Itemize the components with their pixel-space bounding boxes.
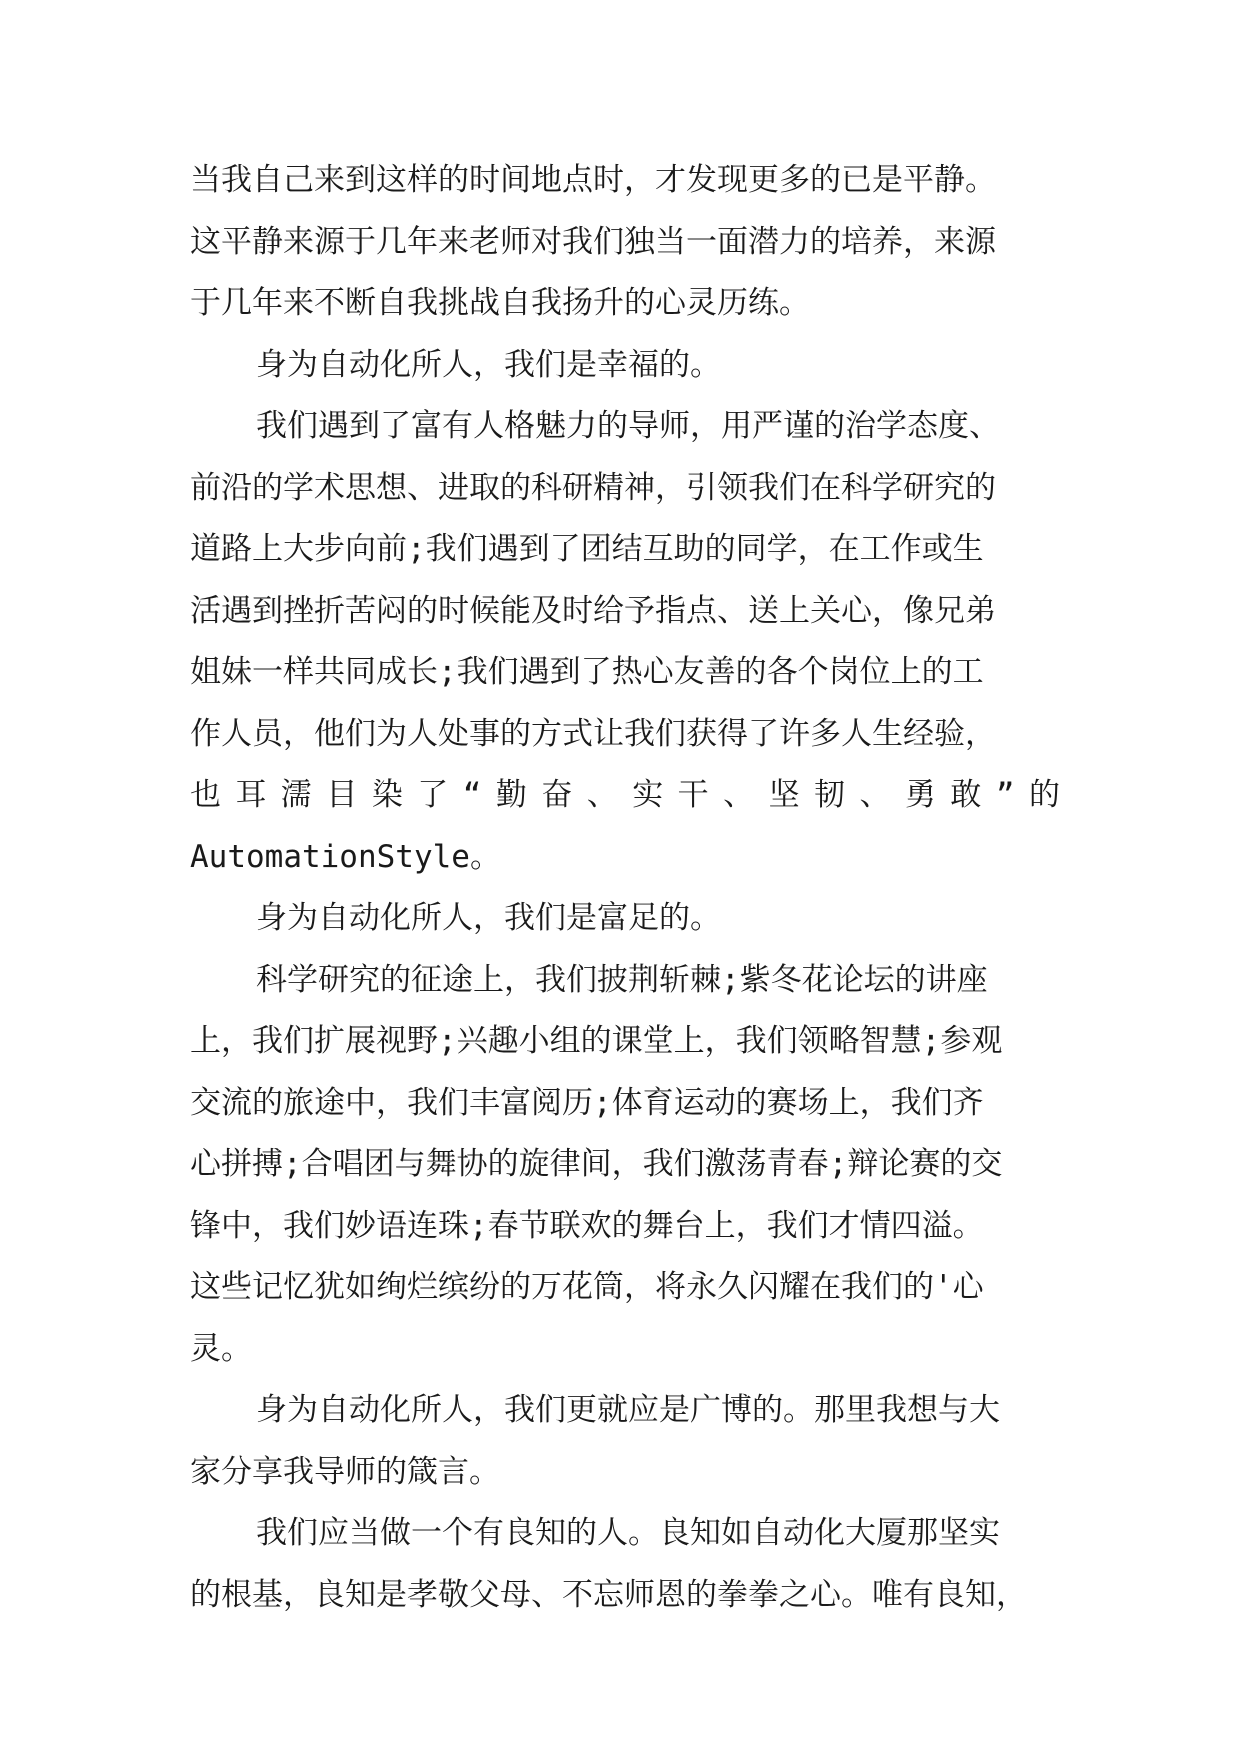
paragraph-heading: 身为自动化所人，我们是幸福的。 bbox=[256, 346, 721, 383]
text-line: 锋中，我们妙语连珠;春节联欢的舞台上，我们才情四溢。 bbox=[190, 1207, 984, 1244]
text-line: 身为自动化所人，我们更就应是广博的。那里我想与大 bbox=[256, 1392, 1000, 1428]
text-line: 姐妹一样共同成长;我们遇到了热心友善的各个岗位上的工 bbox=[190, 654, 984, 690]
paragraph-heading: 身为自动化所人，我们是富足的。 bbox=[256, 900, 721, 936]
text-line: 的根基，良知是孝敬父母、不忘师恩的拳拳之心。唯有良知， bbox=[190, 1576, 1027, 1613]
text-line: 于几年来不断自我挑战自我扬升的心灵历练。 bbox=[190, 285, 810, 321]
text-line: 这平静来源于几年来老师对我们独当一面潜力的培养，来源 bbox=[190, 223, 996, 260]
text-line: 科学研究的征途上，我们披荆斩棘;紫冬花论坛的讲座 bbox=[256, 961, 988, 998]
text-line: 前沿的学术思想、进取的科研精神，引领我们在科学研究的 bbox=[190, 469, 996, 506]
text-line: 作人员，他们为人处事的方式让我们获得了许多人生经验， bbox=[190, 715, 996, 752]
text-line: 交流的旅途中，我们丰富阅历;体育运动的赛场上，我们齐 bbox=[190, 1084, 984, 1121]
text-line: 这些记忆犹如绚烂缤纷的万花筒，将永久闪耀在我们的'心 bbox=[190, 1269, 984, 1305]
text-line: 家分享我导师的箴言。 bbox=[190, 1453, 500, 1490]
text-line: AutomationStyle。 bbox=[190, 838, 501, 875]
text-line: 我们遇到了富有人格魅力的导师，用严谨的治学态度、 bbox=[256, 408, 1000, 444]
text-line: 活遇到挫折苦闷的时候能及时给予指点、送上关心，像兄弟 bbox=[190, 592, 996, 629]
text-line: 心拼搏;合唱团与舞协的旋律间，我们激荡青春;辩论赛的交 bbox=[190, 1146, 1003, 1182]
body-text bbox=[190, 150, 1060, 1626]
text-line: 当我自己来到这样的时间地点时，才发现更多的已是平静。 bbox=[190, 162, 996, 198]
text-line: 上，我们扩展视野;兴趣小组的课堂上，我们领略智慧;参观 bbox=[190, 1023, 1003, 1059]
text-line: 我们应当做一个有良知的人。良知如自动化大厦那坚实 bbox=[256, 1515, 1000, 1551]
text-line: 灵。 bbox=[190, 1330, 252, 1367]
text-line: 道路上大步向前;我们遇到了团结互助的同学，在工作或生 bbox=[190, 531, 984, 567]
text-line: 也耳濡目染了“勤奋、实干、坚韧、勇敢”的 bbox=[190, 777, 1060, 813]
